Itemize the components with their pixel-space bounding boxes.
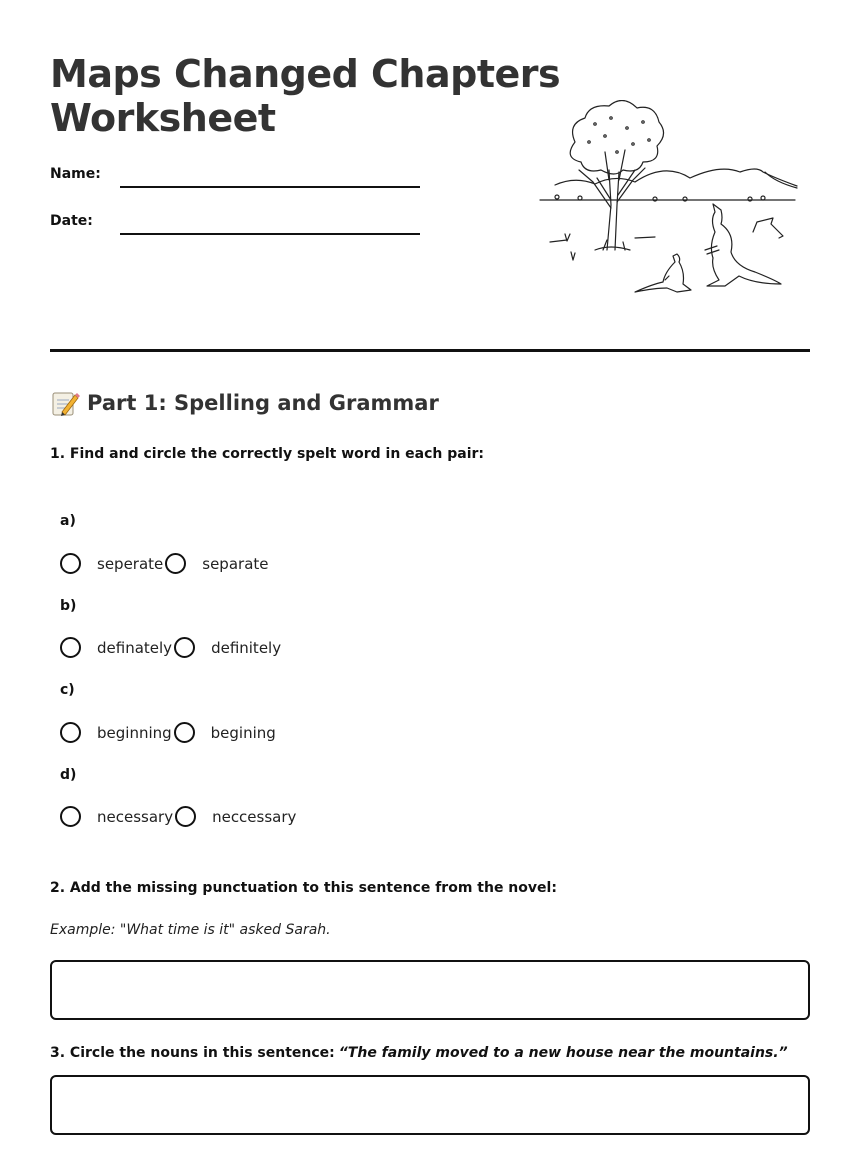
option-label: necessary [97, 807, 174, 826]
pair-d-options [60, 806, 298, 827]
radio-option[interactable] [60, 553, 81, 574]
radio-option[interactable] [174, 722, 195, 743]
question-2: 2. Add the missing punctuation to this sentence from the novel: [50, 880, 557, 896]
question-2-answer-box[interactable] [50, 960, 810, 1020]
outback-tree-kangaroos-illustration [535, 100, 805, 300]
question-3-text: 3. Circle the nouns in this sentence: [50, 1045, 335, 1061]
pair-a-label: a) [60, 513, 76, 529]
part1-heading-text: Part 1: Spelling and Grammar [87, 391, 439, 415]
title-line-1: Maps Changed Chapters [50, 52, 561, 96]
date-line[interactable] [120, 233, 420, 235]
radio-option[interactable] [174, 637, 195, 658]
pair-a-options [60, 553, 271, 574]
radio-option[interactable] [175, 806, 196, 827]
header-divider [50, 349, 810, 352]
option-label: neccessary [212, 807, 297, 826]
radio-option[interactable] [60, 722, 81, 743]
worksheet-title [50, 52, 560, 140]
option-label: definately [97, 638, 173, 657]
radio-option[interactable] [60, 637, 81, 658]
pair-b-options [60, 637, 283, 658]
question-1: 1. Find and circle the correctly spelt word in each pair: [50, 446, 485, 462]
radio-option[interactable] [165, 553, 186, 574]
option-label: beginning [97, 723, 172, 742]
question-2-example: Example: "What time is it" asked Sarah. [50, 922, 331, 938]
pair-c-label: c) [60, 682, 75, 698]
question-3-answer-box[interactable] [50, 1075, 810, 1135]
option-label: separate [202, 554, 269, 573]
name-label: Name: [50, 166, 101, 182]
radio-option[interactable] [60, 806, 81, 827]
option-label: begining [210, 723, 276, 742]
title-line-2: Worksheet [50, 96, 276, 140]
pair-d-label: d) [60, 767, 77, 783]
pair-c-options [60, 722, 278, 743]
name-line[interactable] [120, 186, 420, 188]
date-label: Date: [50, 213, 93, 229]
pencil-memo-icon [50, 388, 80, 418]
pair-b-label: b) [60, 598, 77, 614]
question-3 [50, 1045, 788, 1061]
part1-heading [50, 388, 439, 418]
option-label: definitely [211, 638, 282, 657]
question-3-quote: “The family moved to a new house near the mountains.” [338, 1045, 788, 1061]
option-label: seperate [97, 554, 164, 573]
